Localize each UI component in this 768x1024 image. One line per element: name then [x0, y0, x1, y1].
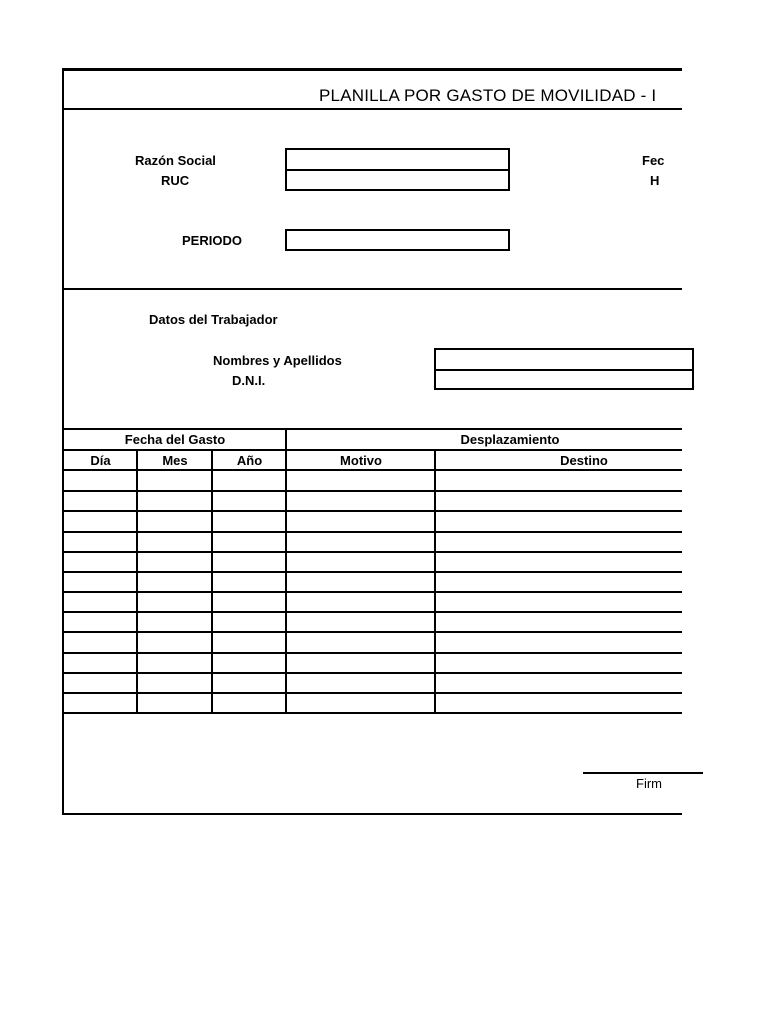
- cell-anio[interactable]: [213, 511, 285, 529]
- cell-mes[interactable]: [138, 653, 211, 671]
- cell-dia[interactable]: [64, 552, 136, 570]
- cell-motivo[interactable]: [287, 612, 434, 630]
- cell-mes[interactable]: [138, 532, 211, 550]
- cell-mes[interactable]: [138, 552, 211, 570]
- cell-anio[interactable]: [213, 552, 285, 570]
- table-header-divider: [62, 449, 682, 451]
- razon-social-label: Razón Social: [135, 153, 216, 168]
- cell-dia[interactable]: [64, 572, 136, 590]
- cell-dia[interactable]: [64, 532, 136, 550]
- column-anio: Año: [236, 453, 263, 468]
- form-title: PLANILLA POR GASTO DE MOVILIDAD - I: [319, 86, 657, 105]
- cell-dia[interactable]: [64, 632, 136, 650]
- cell-motivo[interactable]: [287, 471, 434, 489]
- cell-mes[interactable]: [138, 612, 211, 630]
- cell-mes[interactable]: [138, 511, 211, 529]
- cell-motivo[interactable]: [287, 592, 434, 610]
- cell-dia[interactable]: [64, 511, 136, 529]
- nombres-label: Nombres y Apellidos: [213, 353, 342, 368]
- cell-dia[interactable]: [64, 693, 136, 711]
- cell-dia[interactable]: [64, 471, 136, 489]
- cell-destino[interactable]: [436, 592, 732, 610]
- column-destino: Destino: [560, 453, 608, 468]
- nombres-field[interactable]: [434, 348, 694, 371]
- cell-mes[interactable]: [138, 632, 211, 650]
- cell-anio[interactable]: [213, 592, 285, 610]
- dni-label: D.N.I.: [232, 373, 266, 388]
- cell-destino[interactable]: [436, 673, 732, 691]
- dni-field[interactable]: [434, 369, 694, 390]
- cell-mes[interactable]: [138, 471, 211, 489]
- frame-bottom-border: [62, 813, 682, 815]
- table-top-border: [62, 428, 682, 430]
- cell-anio[interactable]: [213, 693, 285, 711]
- cell-motivo[interactable]: [287, 511, 434, 529]
- cell-destino[interactable]: [436, 572, 732, 590]
- ruc-field[interactable]: [285, 169, 510, 191]
- cell-mes[interactable]: [138, 572, 211, 590]
- row-divider: [62, 712, 682, 714]
- cell-motivo[interactable]: [287, 653, 434, 671]
- cell-dia[interactable]: [64, 592, 136, 610]
- column-mes: Mes: [162, 453, 188, 468]
- razon-social-field[interactable]: [285, 148, 510, 171]
- cell-motivo[interactable]: [287, 552, 434, 570]
- fecha-label: Fec: [642, 153, 665, 168]
- cell-anio[interactable]: [213, 673, 285, 691]
- section-divider: [62, 288, 682, 290]
- column-motivo: Motivo: [340, 453, 382, 468]
- frame-top-border: [62, 68, 682, 71]
- hoja-label: H: [650, 173, 660, 188]
- cell-anio[interactable]: [213, 471, 285, 489]
- cell-anio[interactable]: [213, 532, 285, 550]
- cell-anio[interactable]: [213, 653, 285, 671]
- fecha-gasto-header: Fecha del Gasto: [124, 432, 226, 447]
- cell-destino[interactable]: [436, 612, 732, 630]
- cell-destino[interactable]: [436, 511, 732, 529]
- cell-dia[interactable]: [64, 491, 136, 509]
- cell-destino[interactable]: [436, 471, 732, 489]
- desplazamiento-header: Desplazamiento: [460, 432, 560, 447]
- cell-motivo[interactable]: [287, 693, 434, 711]
- cell-mes[interactable]: [138, 673, 211, 691]
- cell-destino[interactable]: [436, 491, 732, 509]
- cell-mes[interactable]: [138, 693, 211, 711]
- cell-dia[interactable]: [64, 673, 136, 691]
- cell-motivo[interactable]: [287, 532, 434, 550]
- datos-trabajador-label: Datos del Trabajador: [149, 312, 278, 327]
- periodo-field[interactable]: [285, 229, 510, 251]
- cell-dia[interactable]: [64, 653, 136, 671]
- cell-destino[interactable]: [436, 532, 732, 550]
- column-dia: Día: [90, 453, 111, 468]
- cell-anio[interactable]: [213, 491, 285, 509]
- title-divider: [62, 108, 682, 110]
- cell-mes[interactable]: [138, 491, 211, 509]
- cell-motivo[interactable]: [287, 491, 434, 509]
- cell-dia[interactable]: [64, 612, 136, 630]
- cell-motivo[interactable]: [287, 572, 434, 590]
- cell-motivo[interactable]: [287, 632, 434, 650]
- cell-mes[interactable]: [138, 592, 211, 610]
- cell-destino[interactable]: [436, 653, 732, 671]
- cell-destino[interactable]: [436, 632, 732, 650]
- signature-line: [583, 772, 703, 774]
- cell-destino[interactable]: [436, 552, 732, 570]
- firma-label: Firm: [636, 776, 662, 791]
- cell-destino[interactable]: [436, 693, 732, 711]
- cell-anio[interactable]: [213, 632, 285, 650]
- periodo-label: PERIODO: [182, 233, 242, 248]
- cell-motivo[interactable]: [287, 673, 434, 691]
- ruc-label: RUC: [161, 173, 190, 188]
- cell-anio[interactable]: [213, 612, 285, 630]
- cell-anio[interactable]: [213, 572, 285, 590]
